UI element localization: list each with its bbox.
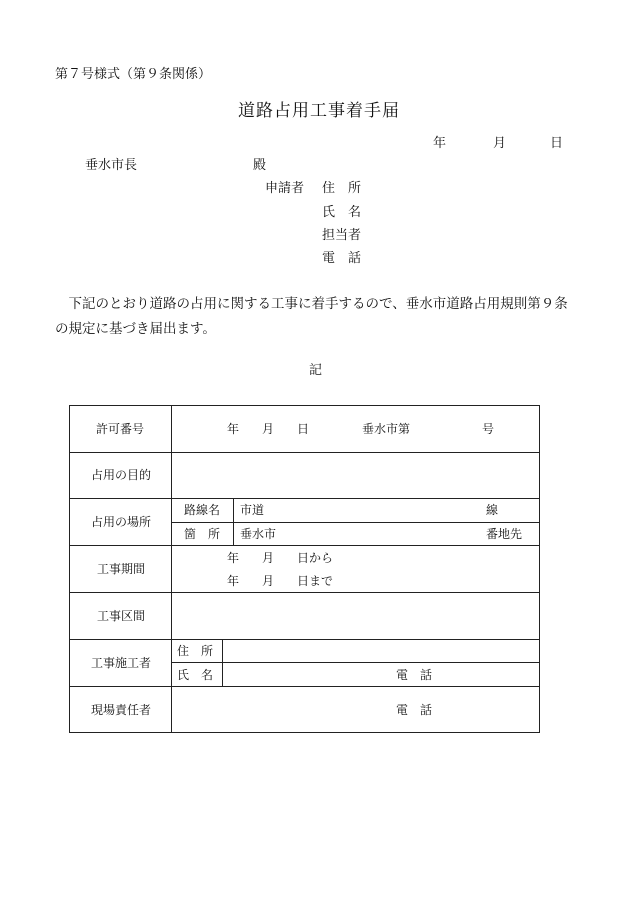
purpose-label: 占用の目的 [91, 468, 152, 482]
date-month: 月 [493, 136, 507, 151]
site-manager-phone-label: 電 話 [396, 703, 433, 717]
period-from-month: 月 [262, 551, 275, 565]
form-number: 第７号様式（第９条関係） [55, 67, 212, 82]
ki-heading: 記 [309, 363, 323, 378]
permit-city-prefix: 垂水市第 [362, 422, 411, 436]
contractor-label: 工事施工者 [91, 656, 152, 670]
period-to-year: 年 [227, 574, 240, 588]
applicant-address-label: 住 所 [322, 181, 362, 196]
contractor-phone-label: 電 話 [396, 668, 433, 682]
route-suffix: 線 [486, 503, 499, 517]
route-name-label: 路線名 [184, 503, 221, 517]
period-to-day: 日まで [297, 574, 334, 588]
section-label: 工事区間 [97, 609, 146, 623]
contractor-address-label: 住 所 [177, 644, 214, 658]
addressee-honorific: 殿 [253, 158, 267, 173]
permit-year: 年 [227, 422, 240, 436]
applicant-name-label: 氏 名 [322, 205, 362, 220]
period-to-month: 月 [262, 574, 275, 588]
permit-number-suffix: 号 [482, 422, 495, 436]
permit-day: 日 [297, 422, 310, 436]
site-manager-label: 現場責任者 [91, 703, 152, 717]
period-from-year: 年 [227, 551, 240, 565]
applicant-label: 申請者 [265, 181, 305, 196]
date-year: 年 [433, 136, 447, 151]
place-prefix: 垂水市 [240, 527, 277, 541]
document-title: 道路占用工事着手届 [238, 101, 400, 121]
route-prefix: 市道 [240, 503, 265, 517]
location-label: 占用の場所 [91, 515, 152, 529]
period-label: 工事期間 [97, 562, 146, 576]
addressee-name: 垂水市長 [85, 158, 138, 173]
period-from-day: 日から [297, 551, 334, 565]
permit-month: 月 [262, 422, 275, 436]
place-label: 箇 所 [184, 527, 221, 541]
body-text: 下記のとおり道路の占用に関する工事に着手するので、垂水市道路占用規則第９条の規定に基づき届出ます。 [55, 296, 568, 337]
date-day: 日 [550, 136, 564, 151]
applicant-phone-label: 電 話 [322, 251, 362, 266]
permit-number-label: 許可番号 [96, 422, 145, 436]
place-suffix: 番地先 [486, 527, 523, 541]
contractor-name-label: 氏 名 [177, 668, 214, 682]
applicant-contact-label: 担当者 [322, 228, 362, 243]
